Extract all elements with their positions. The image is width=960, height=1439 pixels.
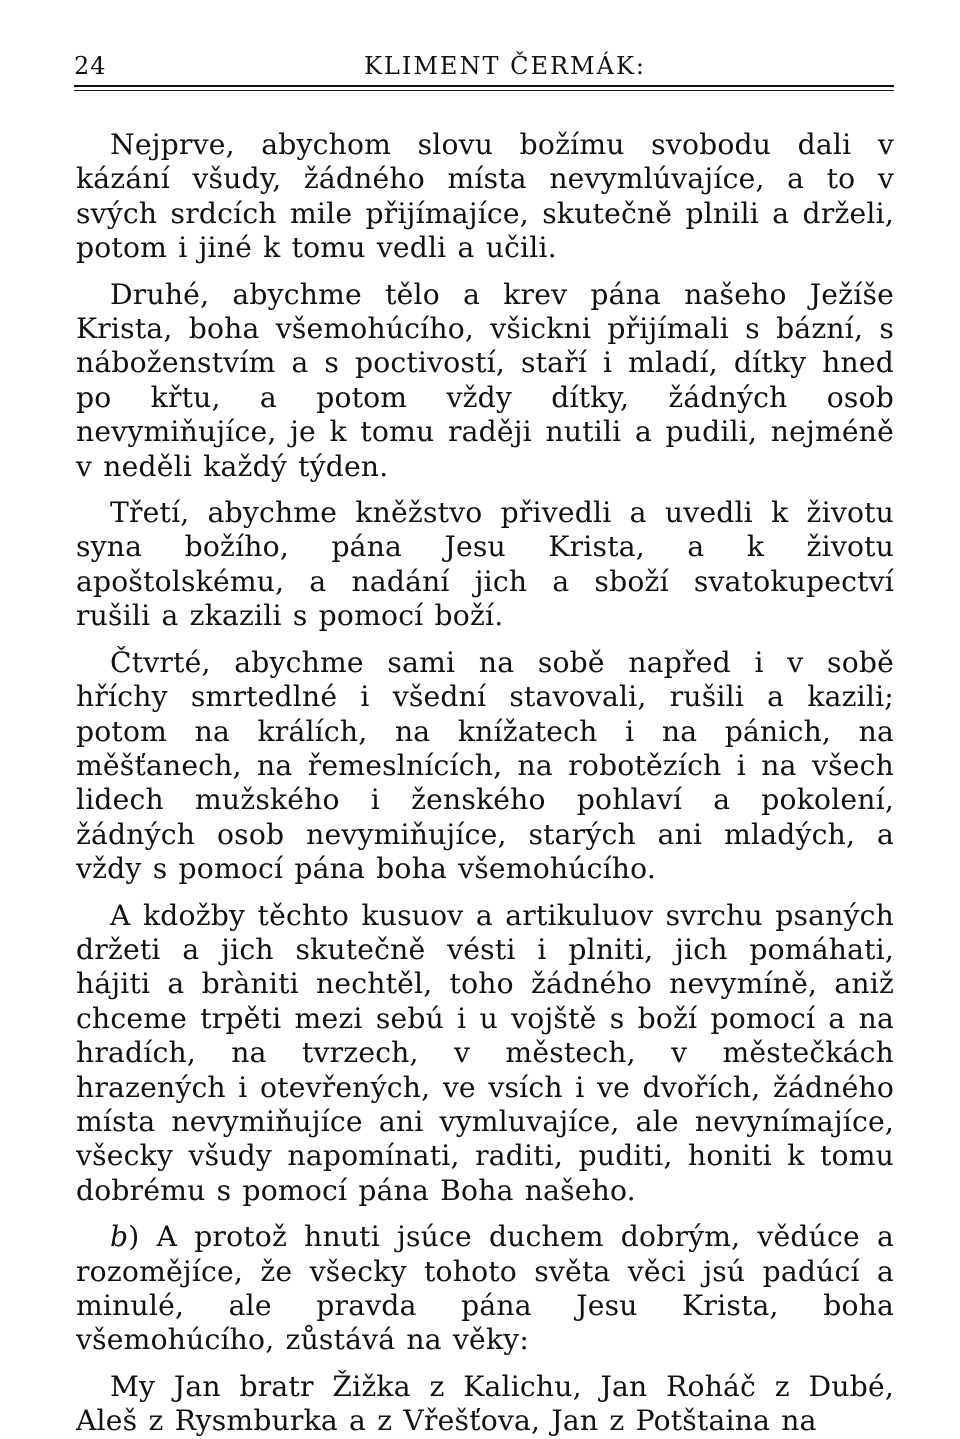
- page-number: 24: [74, 52, 107, 80]
- paragraph-2: Druhé, abychme tělo a krev pána našeho Ježíše Krista, boha všemohúcího, všickni přijímali s bázní, s náboženstvím a s poctivostí, staří i mladí, dítky hned po křtu, a potom vždy dítky, žádných osob nevymiňujíce, je k tomu raději nutili a pudili, nejméně v neděli každý týden.: [76, 277, 894, 483]
- paragraph-4: Čtvrté, abychme sami na sobě napřed i v sobě hříchy smrtedlné i všední stavovali, rušili a kazili; potom na králích, na knížatech i na pánich, na měšťanech, na řemeslnících, na robotězích i na všech lidech mužského i ženského pohlaví a pokolení, žádných osob nevymiňujíce, starých ani mladých, a vždy s pomocí pána boha všemohúcího.: [76, 645, 894, 886]
- paragraph-6: [76, 1220, 894, 1358]
- paragraph-label: b: [110, 1220, 129, 1254]
- running-header: [74, 52, 894, 92]
- paragraph-6-text: ) A protož hnuti jsúce duchem dobrým, vědúce a rozomějíce, že všecky tohoto světa věci jsú padúcí a minulé, ale pravda pána Jesu Krista, boha všemohúcího, zůstává na věky:: [76, 1220, 894, 1357]
- paragraph-3: Třetí, abychme kněžstvo přivedli a uvedli k životu syna božího, pána Jesu Krista, a k životu apoštolskému, a nadání jich a sboží svatokupectví rušili a zkazili s pomocí boží.: [76, 496, 894, 633]
- paragraph-1: Nejprve, abychom slovu božímu svobodu dali v kázání všudy, žádného místa nevymlúvajíce, a to v svých srdcích mile přijímajíce, skutečně plnili a drželi, potom i jiné k tomu vedli a učili.: [76, 128, 894, 265]
- header-rule-thin: [74, 90, 894, 91]
- header-rule: [74, 85, 894, 87]
- running-title: KLIMENT ČERMÁK:: [364, 52, 646, 80]
- body-text: [76, 128, 894, 1439]
- paragraph-7: My Jan bratr Žižka z Kalichu, Jan Roháč z Dubé, Aleš z Rysmburka a z Vřešťova, Jan z Potštaina na: [76, 1369, 894, 1438]
- paragraph-5: A kdožby těchto kusuov a artikuluov svrchu psaných držeti a jich skutečně vésti i plniti, jich pomáhati, hájiti a bràniti nechtěl, toho žádného nevymíně, aniž chceme trpěti mezi sebú i u vojště s boží pomocí a na hradích, na tvrzech, v městech, v městečkách hrazených i otevřených, ve vsích i ve dvořích, žádného místa nevymiňujíce ani vymluvajíce, ale nevynímajíce, všecky všudy napomínati, raditi, puditi, honiti k tomu dobrému s pomocí pána Boha našeho.: [76, 898, 894, 1207]
